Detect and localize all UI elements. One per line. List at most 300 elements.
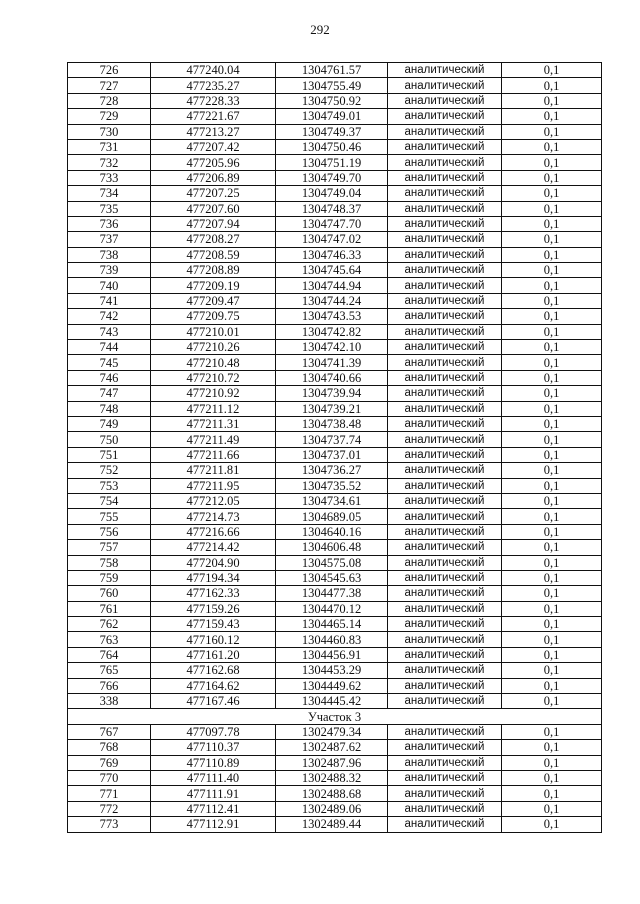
accuracy-cell: 0,1	[502, 694, 602, 709]
x-coordinate: 477212.05	[151, 493, 276, 508]
method-cell: аналитический	[388, 540, 502, 555]
accuracy-cell: 0,1	[502, 340, 602, 355]
point-number: 773	[68, 817, 151, 832]
table-row	[68, 109, 602, 124]
method-cell: аналитический	[388, 601, 502, 616]
y-coordinate: 1304740.66	[276, 370, 388, 385]
x-coordinate: 477213.27	[151, 124, 276, 139]
y-coordinate: 1302488.68	[276, 786, 388, 801]
method-cell: аналитический	[388, 247, 502, 262]
accuracy-cell: 0,1	[502, 601, 602, 616]
table-row	[68, 786, 602, 801]
table-row	[68, 755, 602, 770]
accuracy-cell: 0,1	[502, 647, 602, 662]
point-number: 732	[68, 155, 151, 170]
point-number: 748	[68, 401, 151, 416]
x-coordinate: 477210.72	[151, 370, 276, 385]
point-number: 726	[68, 63, 151, 78]
method-cell: аналитический	[388, 509, 502, 524]
point-number: 751	[68, 447, 151, 462]
y-coordinate: 1304742.82	[276, 324, 388, 339]
point-number: 766	[68, 678, 151, 693]
accuracy-cell: 0,1	[502, 78, 602, 93]
point-number: 752	[68, 463, 151, 478]
accuracy-cell: 0,1	[502, 186, 602, 201]
point-number: 742	[68, 309, 151, 324]
x-coordinate: 477205.96	[151, 155, 276, 170]
x-coordinate: 477216.66	[151, 524, 276, 539]
x-coordinate: 477159.26	[151, 601, 276, 616]
table-row	[68, 617, 602, 632]
point-number: 733	[68, 170, 151, 185]
x-coordinate: 477207.60	[151, 201, 276, 216]
table-row	[68, 678, 602, 693]
y-coordinate: 1302487.96	[276, 755, 388, 770]
x-coordinate: 477214.73	[151, 509, 276, 524]
y-coordinate: 1304736.27	[276, 463, 388, 478]
accuracy-cell: 0,1	[502, 293, 602, 308]
x-coordinate: 477208.59	[151, 247, 276, 262]
method-cell: аналитический	[388, 263, 502, 278]
method-cell: аналитический	[388, 155, 502, 170]
accuracy-cell: 0,1	[502, 740, 602, 755]
x-coordinate: 477111.91	[151, 786, 276, 801]
method-cell: аналитический	[388, 109, 502, 124]
method-cell: аналитический	[388, 370, 502, 385]
x-coordinate: 477221.67	[151, 109, 276, 124]
x-coordinate: 477211.49	[151, 432, 276, 447]
accuracy-cell: 0,1	[502, 355, 602, 370]
table-row	[68, 570, 602, 585]
table-row	[68, 724, 602, 739]
table-row	[68, 817, 602, 832]
table-row	[68, 647, 602, 662]
y-coordinate: 1304739.21	[276, 401, 388, 416]
x-coordinate: 477164.62	[151, 678, 276, 693]
x-coordinate: 477207.25	[151, 186, 276, 201]
table-row	[68, 432, 602, 447]
x-coordinate: 477167.46	[151, 694, 276, 709]
method-cell: аналитический	[388, 386, 502, 401]
rows-before	[68, 63, 602, 709]
method-cell: аналитический	[388, 463, 502, 478]
table-row	[68, 355, 602, 370]
y-coordinate: 1304465.14	[276, 617, 388, 632]
point-number: 737	[68, 232, 151, 247]
point-number: 746	[68, 370, 151, 385]
x-coordinate: 477211.66	[151, 447, 276, 462]
accuracy-cell: 0,1	[502, 278, 602, 293]
point-number: 754	[68, 493, 151, 508]
method-cell: аналитический	[388, 170, 502, 185]
table-row	[68, 309, 602, 324]
method-cell: аналитический	[388, 755, 502, 770]
point-number: 735	[68, 201, 151, 216]
x-coordinate: 477162.68	[151, 663, 276, 678]
x-coordinate: 477097.78	[151, 724, 276, 739]
method-cell: аналитический	[388, 770, 502, 785]
y-coordinate: 1304470.12	[276, 601, 388, 616]
method-cell: аналитический	[388, 678, 502, 693]
method-cell: аналитический	[388, 309, 502, 324]
point-number: 744	[68, 340, 151, 355]
y-coordinate: 1304744.94	[276, 278, 388, 293]
y-coordinate: 1304747.70	[276, 216, 388, 231]
method-cell: аналитический	[388, 724, 502, 739]
table-row	[68, 770, 602, 785]
method-cell: аналитический	[388, 663, 502, 678]
y-coordinate: 1304477.38	[276, 586, 388, 601]
x-coordinate: 477211.95	[151, 478, 276, 493]
accuracy-cell: 0,1	[502, 724, 602, 739]
point-number: 728	[68, 93, 151, 108]
method-cell: аналитический	[388, 586, 502, 601]
method-cell: аналитический	[388, 201, 502, 216]
y-coordinate: 1304751.19	[276, 155, 388, 170]
accuracy-cell: 0,1	[502, 432, 602, 447]
y-coordinate: 1304545.63	[276, 570, 388, 585]
x-coordinate: 477208.27	[151, 232, 276, 247]
table-row	[68, 124, 602, 139]
y-coordinate: 1304742.10	[276, 340, 388, 355]
x-coordinate: 477159.43	[151, 617, 276, 632]
table-row	[68, 694, 602, 709]
y-coordinate: 1304745.64	[276, 263, 388, 278]
accuracy-cell: 0,1	[502, 755, 602, 770]
accuracy-cell: 0,1	[502, 139, 602, 154]
y-coordinate: 1304445.42	[276, 694, 388, 709]
point-number: 761	[68, 601, 151, 616]
y-coordinate: 1304750.92	[276, 93, 388, 108]
table-row	[68, 139, 602, 154]
x-coordinate: 477112.41	[151, 801, 276, 816]
method-cell: аналитический	[388, 817, 502, 832]
table-row	[68, 370, 602, 385]
point-number: 747	[68, 386, 151, 401]
accuracy-cell: 0,1	[502, 216, 602, 231]
point-number: 770	[68, 770, 151, 785]
accuracy-cell: 0,1	[502, 663, 602, 678]
y-coordinate: 1304749.04	[276, 186, 388, 201]
method-cell: аналитический	[388, 694, 502, 709]
y-coordinate: 1304737.74	[276, 432, 388, 447]
section-title: Участок 3	[68, 709, 602, 724]
x-coordinate: 477194.34	[151, 570, 276, 585]
method-cell: аналитический	[388, 278, 502, 293]
table-row	[68, 493, 602, 508]
table-row	[68, 401, 602, 416]
x-coordinate: 477211.81	[151, 463, 276, 478]
point-number: 765	[68, 663, 151, 678]
method-cell: аналитический	[388, 139, 502, 154]
coordinates-table	[67, 62, 602, 833]
y-coordinate: 1302487.62	[276, 740, 388, 755]
y-coordinate: 1304741.39	[276, 355, 388, 370]
table-row	[68, 509, 602, 524]
rows-after	[68, 724, 602, 832]
method-cell: аналитический	[388, 570, 502, 585]
table-row	[68, 586, 602, 601]
method-cell: аналитический	[388, 340, 502, 355]
table-row	[68, 540, 602, 555]
method-cell: аналитический	[388, 216, 502, 231]
point-number: 730	[68, 124, 151, 139]
accuracy-cell: 0,1	[502, 617, 602, 632]
x-coordinate: 477211.12	[151, 401, 276, 416]
method-cell: аналитический	[388, 647, 502, 662]
accuracy-cell: 0,1	[502, 416, 602, 431]
table-row	[68, 663, 602, 678]
accuracy-cell: 0,1	[502, 309, 602, 324]
point-number: 762	[68, 617, 151, 632]
table-row	[68, 601, 602, 616]
point-number: 771	[68, 786, 151, 801]
x-coordinate: 477235.27	[151, 78, 276, 93]
y-coordinate: 1304735.52	[276, 478, 388, 493]
point-number: 764	[68, 647, 151, 662]
method-cell: аналитический	[388, 740, 502, 755]
point-number: 741	[68, 293, 151, 308]
table-row	[68, 278, 602, 293]
accuracy-cell: 0,1	[502, 170, 602, 185]
table-row	[68, 416, 602, 431]
section-header	[68, 709, 602, 724]
accuracy-cell: 0,1	[502, 386, 602, 401]
table-row	[68, 740, 602, 755]
accuracy-cell: 0,1	[502, 540, 602, 555]
point-number: 727	[68, 78, 151, 93]
x-coordinate: 477204.90	[151, 555, 276, 570]
accuracy-cell: 0,1	[502, 632, 602, 647]
table-row	[68, 201, 602, 216]
accuracy-cell: 0,1	[502, 155, 602, 170]
method-cell: аналитический	[388, 293, 502, 308]
table-row	[68, 186, 602, 201]
table-row	[68, 247, 602, 262]
method-cell: аналитический	[388, 555, 502, 570]
y-coordinate: 1304746.33	[276, 247, 388, 262]
point-number: 767	[68, 724, 151, 739]
accuracy-cell: 0,1	[502, 63, 602, 78]
x-coordinate: 477206.89	[151, 170, 276, 185]
point-number: 738	[68, 247, 151, 262]
accuracy-cell: 0,1	[502, 247, 602, 262]
x-coordinate: 477214.42	[151, 540, 276, 555]
table-row	[68, 216, 602, 231]
y-coordinate: 1304749.01	[276, 109, 388, 124]
x-coordinate: 477112.91	[151, 817, 276, 832]
y-coordinate: 1304575.08	[276, 555, 388, 570]
x-coordinate: 477210.26	[151, 340, 276, 355]
x-coordinate: 477209.75	[151, 309, 276, 324]
y-coordinate: 1302489.44	[276, 817, 388, 832]
table-row	[68, 555, 602, 570]
point-number: 743	[68, 324, 151, 339]
x-coordinate: 477111.40	[151, 770, 276, 785]
table-row	[68, 324, 602, 339]
table-row	[68, 801, 602, 816]
accuracy-cell: 0,1	[502, 232, 602, 247]
table-row	[68, 478, 602, 493]
point-number: 769	[68, 755, 151, 770]
y-coordinate: 1304453.29	[276, 663, 388, 678]
accuracy-cell: 0,1	[502, 93, 602, 108]
point-number: 768	[68, 740, 151, 755]
accuracy-cell: 0,1	[502, 555, 602, 570]
x-coordinate: 477228.33	[151, 93, 276, 108]
accuracy-cell: 0,1	[502, 493, 602, 508]
accuracy-cell: 0,1	[502, 370, 602, 385]
y-coordinate: 1302489.06	[276, 801, 388, 816]
point-number: 756	[68, 524, 151, 539]
table-row	[68, 155, 602, 170]
x-coordinate: 477210.92	[151, 386, 276, 401]
point-number: 745	[68, 355, 151, 370]
y-coordinate: 1304749.37	[276, 124, 388, 139]
accuracy-cell: 0,1	[502, 524, 602, 539]
x-coordinate: 477210.01	[151, 324, 276, 339]
method-cell: аналитический	[388, 632, 502, 647]
y-coordinate: 1304738.48	[276, 416, 388, 431]
accuracy-cell: 0,1	[502, 201, 602, 216]
method-cell: аналитический	[388, 801, 502, 816]
method-cell: аналитический	[388, 232, 502, 247]
y-coordinate: 1304755.49	[276, 78, 388, 93]
point-number: 750	[68, 432, 151, 447]
x-coordinate: 477160.12	[151, 632, 276, 647]
method-cell: аналитический	[388, 416, 502, 431]
point-number: 734	[68, 186, 151, 201]
method-cell: аналитический	[388, 447, 502, 462]
section-row	[68, 709, 602, 724]
accuracy-cell: 0,1	[502, 786, 602, 801]
table-row	[68, 632, 602, 647]
table-row	[68, 524, 602, 539]
method-cell: аналитический	[388, 93, 502, 108]
method-cell: аналитический	[388, 355, 502, 370]
y-coordinate: 1304460.83	[276, 632, 388, 647]
x-coordinate: 477211.31	[151, 416, 276, 431]
y-coordinate: 1302479.34	[276, 724, 388, 739]
x-coordinate: 477210.48	[151, 355, 276, 370]
point-number: 736	[68, 216, 151, 231]
point-number: 759	[68, 570, 151, 585]
point-number: 758	[68, 555, 151, 570]
method-cell: аналитический	[388, 63, 502, 78]
accuracy-cell: 0,1	[502, 324, 602, 339]
x-coordinate: 477162.33	[151, 586, 276, 601]
table-row	[68, 340, 602, 355]
method-cell: аналитический	[388, 524, 502, 539]
table-row	[68, 463, 602, 478]
point-number: 338	[68, 694, 151, 709]
accuracy-cell: 0,1	[502, 817, 602, 832]
x-coordinate: 477208.89	[151, 263, 276, 278]
table-row	[68, 170, 602, 185]
method-cell: аналитический	[388, 432, 502, 447]
y-coordinate: 1304743.53	[276, 309, 388, 324]
method-cell: аналитический	[388, 186, 502, 201]
accuracy-cell: 0,1	[502, 263, 602, 278]
point-number: 763	[68, 632, 151, 647]
accuracy-cell: 0,1	[502, 463, 602, 478]
method-cell: аналитический	[388, 617, 502, 632]
accuracy-cell: 0,1	[502, 770, 602, 785]
y-coordinate: 1304734.61	[276, 493, 388, 508]
y-coordinate: 1304761.57	[276, 63, 388, 78]
point-number: 753	[68, 478, 151, 493]
y-coordinate: 1302488.32	[276, 770, 388, 785]
point-number: 757	[68, 540, 151, 555]
x-coordinate: 477240.04	[151, 63, 276, 78]
method-cell: аналитический	[388, 786, 502, 801]
point-number: 731	[68, 139, 151, 154]
x-coordinate: 477161.20	[151, 647, 276, 662]
y-coordinate: 1304748.37	[276, 201, 388, 216]
point-number: 740	[68, 278, 151, 293]
accuracy-cell: 0,1	[502, 478, 602, 493]
y-coordinate: 1304739.94	[276, 386, 388, 401]
y-coordinate: 1304747.02	[276, 232, 388, 247]
point-number: 755	[68, 509, 151, 524]
method-cell: аналитический	[388, 324, 502, 339]
page-number: 292	[310, 22, 330, 37]
method-cell: аналитический	[388, 478, 502, 493]
y-coordinate: 1304606.48	[276, 540, 388, 555]
point-number: 749	[68, 416, 151, 431]
point-number: 772	[68, 801, 151, 816]
accuracy-cell: 0,1	[502, 401, 602, 416]
point-number: 760	[68, 586, 151, 601]
accuracy-cell: 0,1	[502, 586, 602, 601]
y-coordinate: 1304456.91	[276, 647, 388, 662]
y-coordinate: 1304737.01	[276, 447, 388, 462]
y-coordinate: 1304449.62	[276, 678, 388, 693]
table-row	[68, 93, 602, 108]
table-row	[68, 447, 602, 462]
accuracy-cell: 0,1	[502, 109, 602, 124]
method-cell: аналитический	[388, 78, 502, 93]
accuracy-cell: 0,1	[502, 570, 602, 585]
table-row	[68, 386, 602, 401]
accuracy-cell: 0,1	[502, 678, 602, 693]
table-row	[68, 232, 602, 247]
x-coordinate: 477110.89	[151, 755, 276, 770]
point-number: 729	[68, 109, 151, 124]
point-number: 739	[68, 263, 151, 278]
y-coordinate: 1304744.24	[276, 293, 388, 308]
accuracy-cell: 0,1	[502, 509, 602, 524]
table-row	[68, 63, 602, 78]
accuracy-cell: 0,1	[502, 447, 602, 462]
accuracy-cell: 0,1	[502, 801, 602, 816]
x-coordinate: 477209.19	[151, 278, 276, 293]
method-cell: аналитический	[388, 401, 502, 416]
y-coordinate: 1304689.05	[276, 509, 388, 524]
table-row	[68, 263, 602, 278]
y-coordinate: 1304750.46	[276, 139, 388, 154]
y-coordinate: 1304749.70	[276, 170, 388, 185]
x-coordinate: 477207.94	[151, 216, 276, 231]
method-cell: аналитический	[388, 124, 502, 139]
x-coordinate: 477110.37	[151, 740, 276, 755]
table-row	[68, 293, 602, 308]
table-row	[68, 78, 602, 93]
x-coordinate: 477207.42	[151, 139, 276, 154]
accuracy-cell: 0,1	[502, 124, 602, 139]
y-coordinate: 1304640.16	[276, 524, 388, 539]
x-coordinate: 477209.47	[151, 293, 276, 308]
